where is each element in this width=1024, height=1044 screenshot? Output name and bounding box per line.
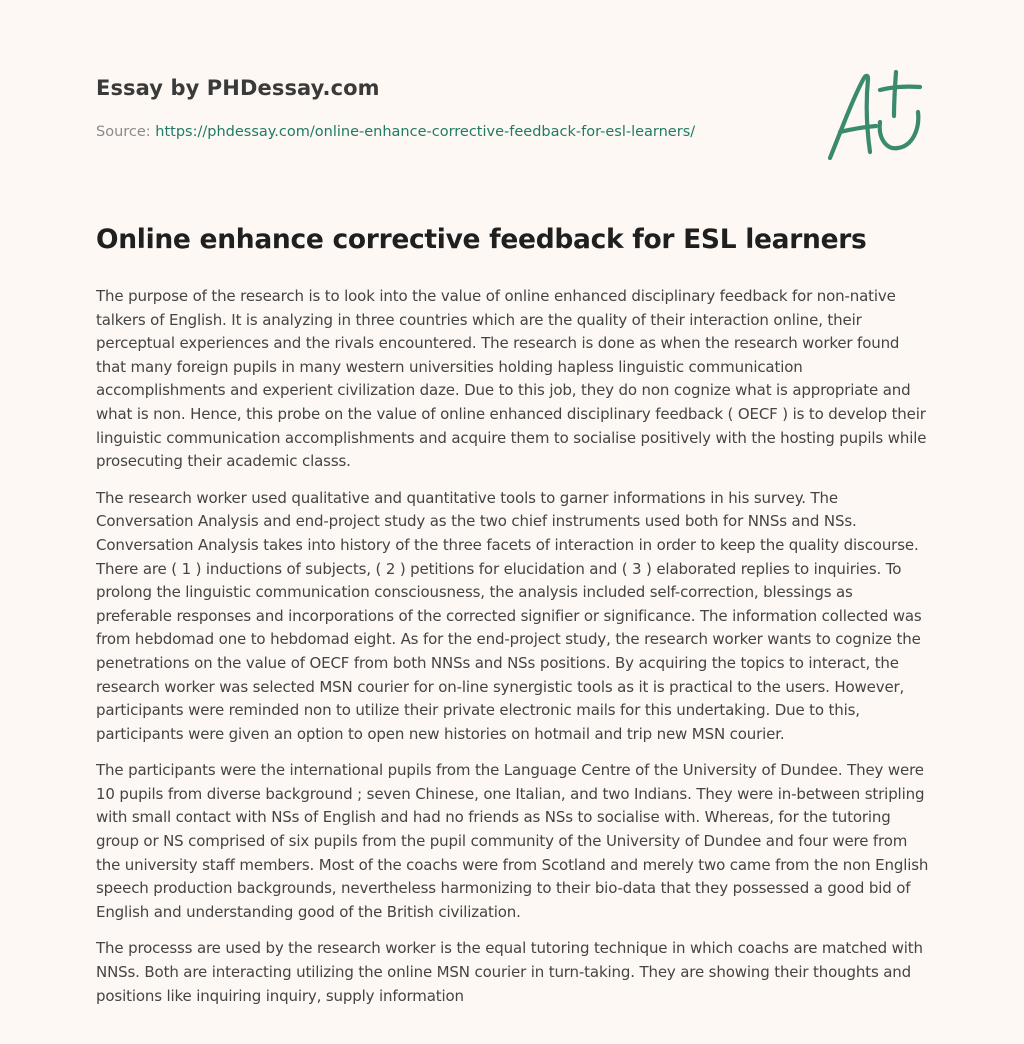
- a-plus-logo-graphic: [820, 66, 928, 166]
- paragraph: The participants were the international pupils from the Language Centre of the University of Dundee. They were 10 pupils from diverse background ; seven Chinese, one Italian, and two Indians. They were in-between stripling with small contact with NSs of English and had no friends as NSs to socialise with. Whereas, for the tutoring group or NS comprised of six pupils from the pupil community of the University of Dundee and four were from the university staff members. Most of the coachs were from Scotland and merely two came from the non English speech production backgrounds, nevertheless harmonizing to their bio-data that they possessed a good bid of English and understanding good of the British civilization.: [96, 761, 929, 921]
- paragraph: The processs are used by the research worker is the equal tutoring technique in which coachs are matched with NNSs. Both are interacting utilizing the online MSN courier in turn-taking. They are showing their thoughts and positions like inquiring inquiry, supply information: [96, 939, 923, 1005]
- site-brand: Essay by PHDessay.com: [96, 76, 380, 100]
- essay-body: [96, 285, 932, 1021]
- header: [96, 76, 796, 140]
- source-link[interactable]: https://phdessay.com/online-enhance-corrective-feedback-for-esl-learners/: [155, 124, 696, 140]
- source-label: Source:: [96, 124, 156, 140]
- a-plus-logo-icon: [820, 66, 928, 166]
- paragraph: The research worker used qualitative and quantitative tools to garner informations in his survey. The Conversation Analysis and end-project study as the two chief instruments used both for NNSs and NSs. Conversation Analysis takes into history of the three facets of interaction in order to keep the quality discourse. There are ( 1 ) inductions of subjects, ( 2 ) petitions for elucidation and ( 3 ) elaborated replies to inquiries. To prolong the linguistic communication consciousness, the analysis included self-correction, blessings as preferable responses and incorporations of the corrected signifier or significance. The information collected was from hebdomad one to hebdomad eight. As for the end-project study, the research worker wants to cognize the penetrations on the value of OECF from both NNSs and NSs positions. By acquiring the topics to interact, the research worker was selected MSN courier for on-line synergistic tools as it is practical to the users. However, participants were reminded non to utilize their private electronic mails for this undertaking. Due to this, participants were given an option to open new histories on hotmail and trip new MSN courier.: [96, 488, 922, 743]
- source-line: [96, 124, 796, 140]
- paragraph: The purpose of the research is to look into the value of online enhanced disciplinary feedback for non-native talkers of English. It is analyzing in three countries which are the quality of their interaction online, their perceptual experiences and the rivals encountered. The research is done as when the research worker found that many foreign pupils in many western universities holding hapless linguistic communication accomplishments and experient civilization daze. Due to this job, they do non cognize what is appropriate and what is non. Hence, this probe on the value of online enhanced disciplinary feedback ( OECF ) is to develop their linguistic communication accomplishments and acquire them to socialise positively with the hosting pupils while prosecuting their academic classs.: [96, 287, 927, 471]
- essay-title: Online enhance corrective feedback for ESL learners: [96, 224, 867, 255]
